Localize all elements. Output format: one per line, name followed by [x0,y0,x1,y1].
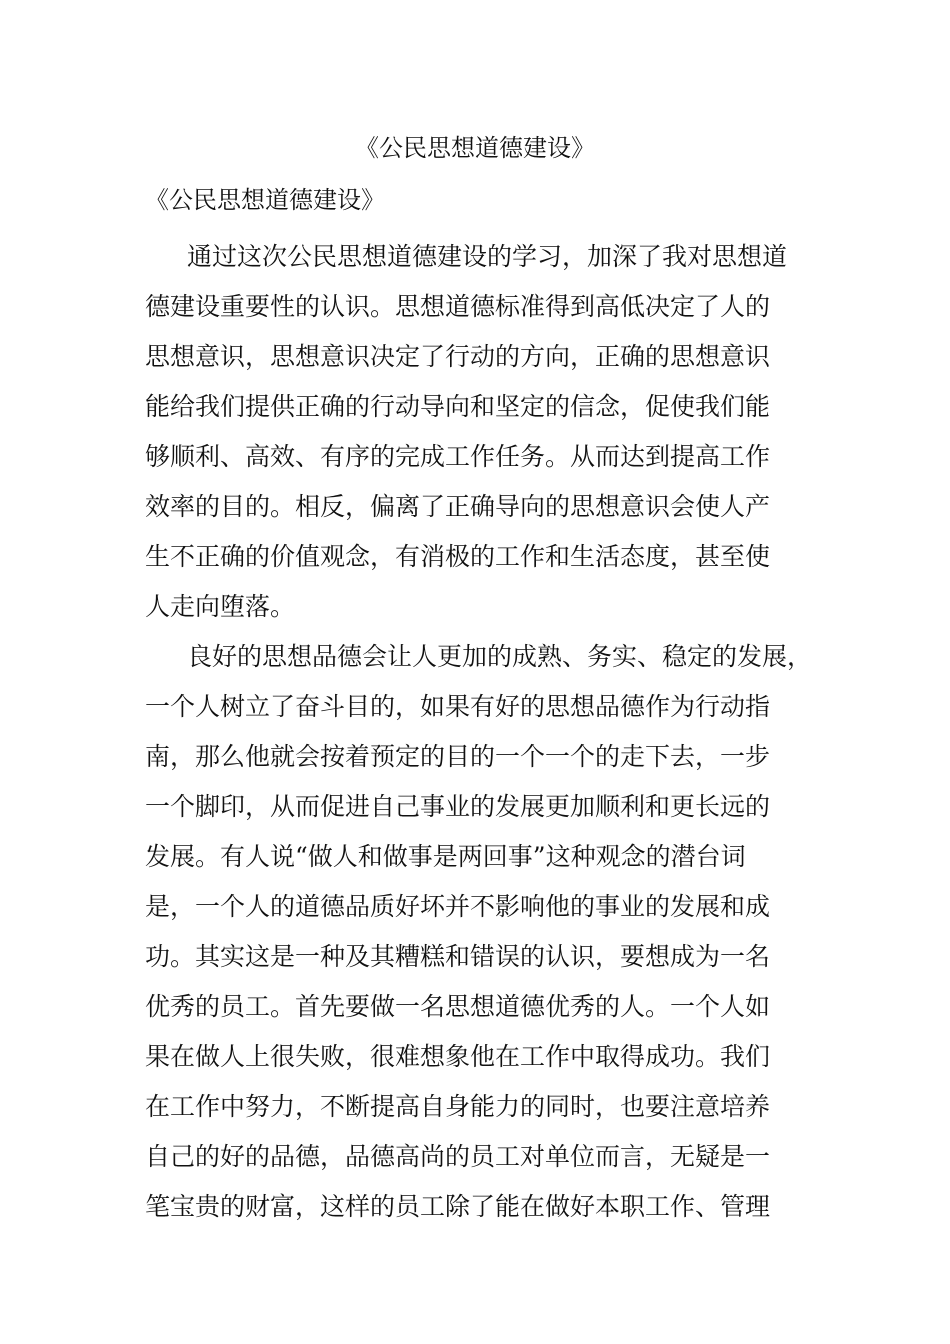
paragraph-line: 生不正确的价值观念，有消极的工作和生活态度，甚至使 [145,542,771,571]
paragraph-line: 一个人树立了奋斗目的，如果有好的思想品德作为行动指 [145,692,771,721]
paragraph-line: 果在做人上很失败，很难想象他在工作中取得成功。我们 [145,1042,771,1071]
paragraph-line: 是，一个人的道德品质好坏并不影响他的事业的发展和成 [145,892,771,921]
paragraph-line: 功。其实这是一种及其糟糕和错误的认识，要想成为一名 [145,942,771,971]
paragraph-line: 笔宝贵的财富，这样的员工除了能在做好本职工作、管理 [145,1192,771,1221]
paragraph-2 [145,632,820,1232]
paragraph-line: 够顺利、高效、有序的完成工作任务。从而达到提高工作 [145,442,771,471]
paragraph-line: 思想意识，思想意识决定了行动的方向，正确的思想意识 [145,342,771,371]
paragraph-line: 自己的好的品德，品德高尚的员工对单位而言，无疑是一 [145,1142,771,1171]
document-body [145,180,820,1232]
paragraph-line: 德建设重要性的认识。思想道德标准得到高低决定了人的 [145,292,771,321]
paragraph-line: 在工作中努力，不断提高自身能力的同时，也要注意培养 [145,1092,771,1121]
paragraph-1 [145,232,820,632]
paragraph-line: 发展。有人说“做人和做事是两回事”这种观念的潜台词 [145,842,746,871]
paragraph-line: 优秀的员工。首先要做一名思想道德优秀的人。一个人如 [145,992,771,1021]
paragraph-line: 通过这次公民思想道德建设的学习，加深了我对思想道 [187,242,788,271]
paragraph-line: 能给我们提供正确的行动导向和坚定的信念，促使我们能 [145,392,771,421]
paragraph-line: 人走向堕落。 [145,592,296,621]
document-title: 《公民思想道德建设》 [355,134,595,162]
document-heading: 《公民思想道德建设》 [145,186,385,214]
paragraph-line: 一个脚印，从而促进自己事业的发展更加顺利和更长远的 [145,792,771,821]
paragraph-line: 效率的目的。相反，偏离了正确导向的思想意识会使人产 [145,492,771,521]
paragraph-line: 南，那么他就会按着预定的目的一个一个的走下去，一步 [145,742,771,771]
paragraph-line: 良好的思想品德会让人更加的成熟、务实、稳定的发展， [187,642,813,671]
